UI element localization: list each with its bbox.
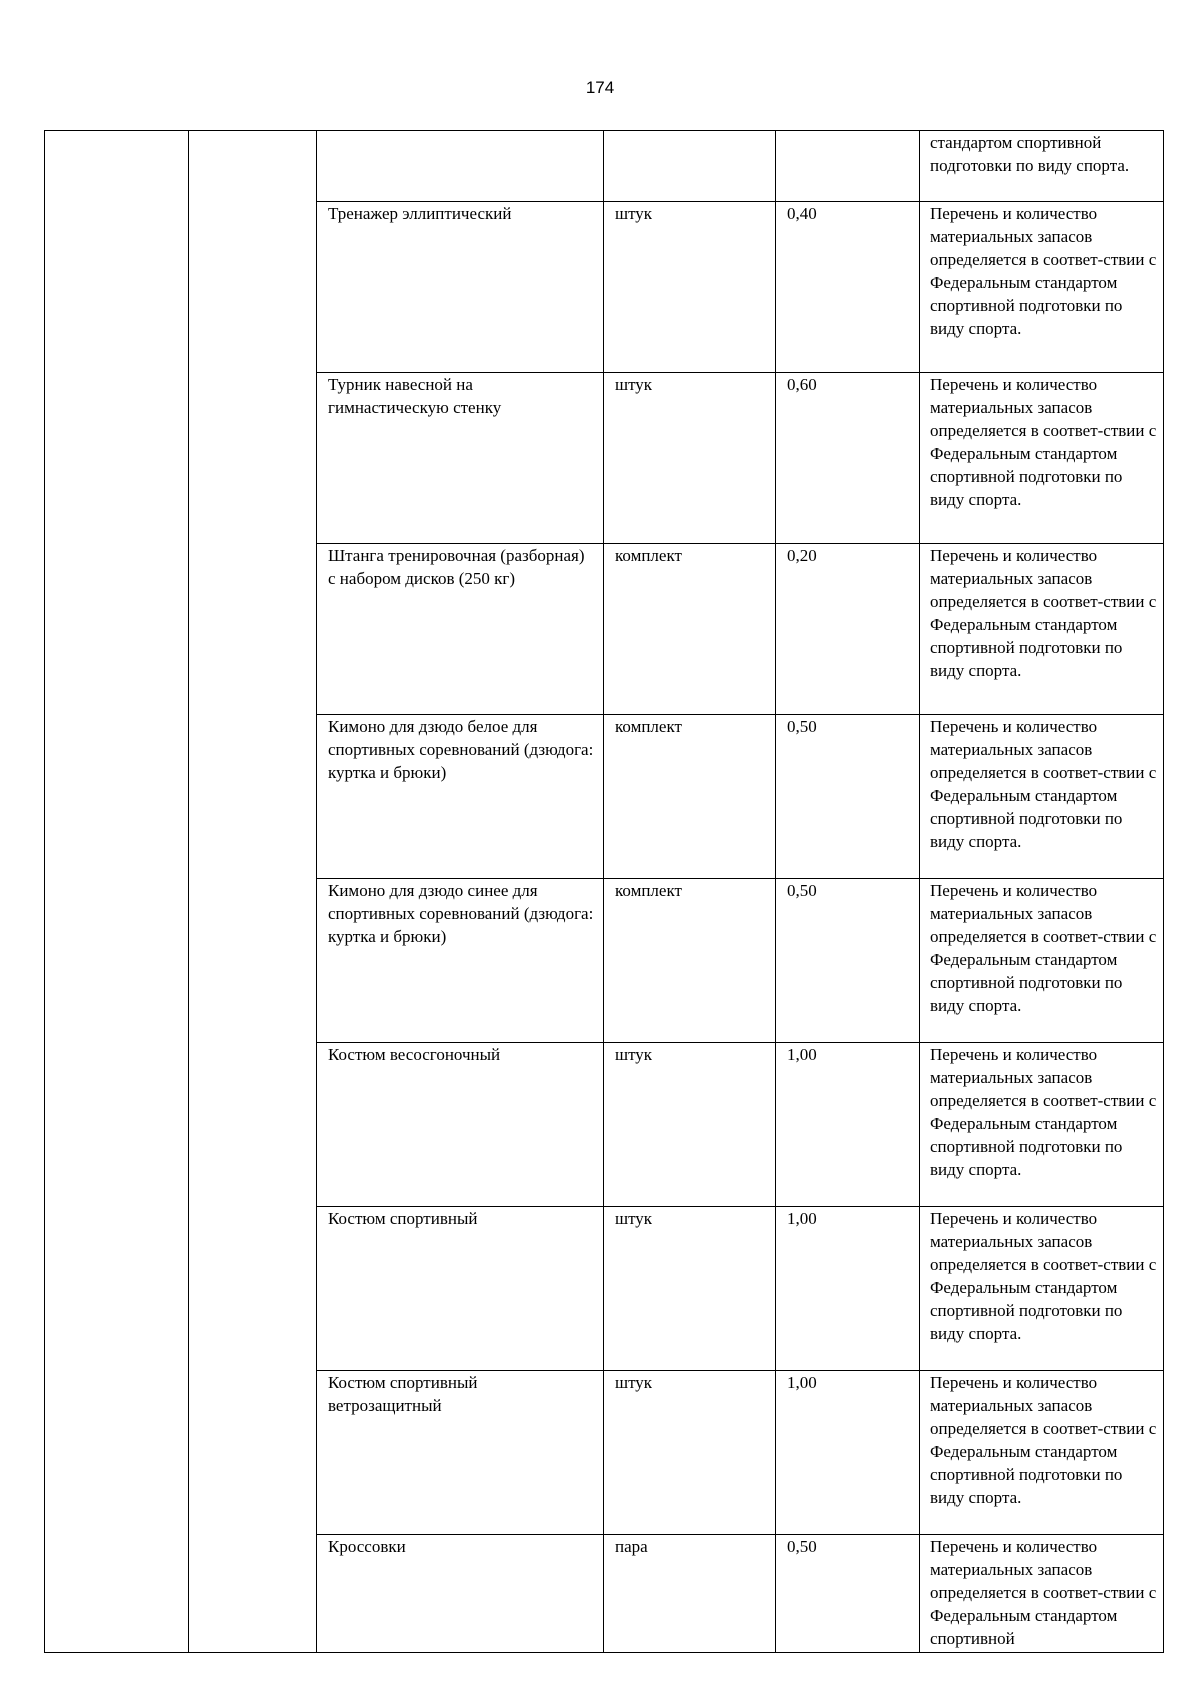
item-name: [317, 131, 604, 202]
page-number: 174: [585, 78, 615, 97]
item-qty: 0,50: [776, 879, 920, 1043]
item-note: Перечень и количество материальных запасов определяется в соответ-ствии с Федеральным стандартом спортивной подготовки по виду спорта.: [920, 1371, 1164, 1535]
item-name: Костюм спортивный ветрозащитный: [317, 1371, 604, 1535]
item-unit: штук: [604, 1371, 776, 1535]
merged-cell-col2: [189, 131, 317, 1653]
item-unit: комплект: [604, 715, 776, 879]
item-qty: 0,50: [776, 1535, 920, 1653]
item-name: Тренажер эллиптический: [317, 202, 604, 373]
item-unit: [604, 131, 776, 202]
item-note: Перечень и количество материальных запасов определяется в соответ-ствии с Федеральным стандартом спортивной подготовки по виду спорта.: [920, 1043, 1164, 1207]
item-name: Костюм спортивный: [317, 1207, 604, 1371]
item-name: Кроссовки: [317, 1535, 604, 1653]
item-name: Турник навесной на гимнастическую стенку: [317, 373, 604, 544]
item-qty: [776, 131, 920, 202]
item-note: Перечень и количество материальных запасов определяется в соответ-ствии с Федеральным стандартом спортивной подготовки по виду спорта.: [920, 879, 1164, 1043]
item-name: Костюм весосгоночный: [317, 1043, 604, 1207]
item-qty: 0,40: [776, 202, 920, 373]
table-row: [45, 131, 1164, 202]
item-note: стандартом спортивной подготовки по виду спорта.: [920, 131, 1164, 202]
item-qty: 0,20: [776, 544, 920, 715]
item-note: Перечень и количество материальных запасов определяется в соответ-ствии с Федеральным стандартом спортивной подготовки по виду спорта.: [920, 202, 1164, 373]
item-name: Кимоно для дзюдо белое для спортивных соревнований (дзюдога: куртка и брюки): [317, 715, 604, 879]
item-note: Перечень и количество материальных запасов определяется в соответ-ствии с Федеральным стандартом спортивной подготовки по виду спорта.: [920, 715, 1164, 879]
item-qty: 1,00: [776, 1207, 920, 1371]
item-unit: штук: [604, 1207, 776, 1371]
item-name: Кимоно для дзюдо синее для спортивных соревнований (дзюдога: куртка и брюки): [317, 879, 604, 1043]
item-unit: комплект: [604, 879, 776, 1043]
merged-cell-col1: [45, 131, 189, 1653]
item-unit: штук: [604, 1043, 776, 1207]
item-note: Перечень и количество материальных запасов определяется в соответ-ствии с Федеральным стандартом спортивной подготовки по виду спорта.: [920, 373, 1164, 544]
item-note: Перечень и количество материальных запасов определяется в соответ-ствии с Федеральным стандартом спортивной: [920, 1535, 1164, 1653]
item-unit: пара: [604, 1535, 776, 1653]
item-qty: 0,50: [776, 715, 920, 879]
item-note: Перечень и количество материальных запасов определяется в соответ-ствии с Федеральным стандартом спортивной подготовки по виду спорта.: [920, 544, 1164, 715]
item-name: Штанга тренировочная (разборная) с набором дисков (250 кг): [317, 544, 604, 715]
equipment-table: [44, 130, 1164, 1653]
item-unit: комплект: [604, 544, 776, 715]
item-unit: штук: [604, 202, 776, 373]
item-unit: штук: [604, 373, 776, 544]
item-qty: 1,00: [776, 1043, 920, 1207]
item-note: Перечень и количество материальных запасов определяется в соответ-ствии с Федеральным стандартом спортивной подготовки по виду спорта.: [920, 1207, 1164, 1371]
item-qty: 0,60: [776, 373, 920, 544]
item-qty: 1,00: [776, 1371, 920, 1535]
